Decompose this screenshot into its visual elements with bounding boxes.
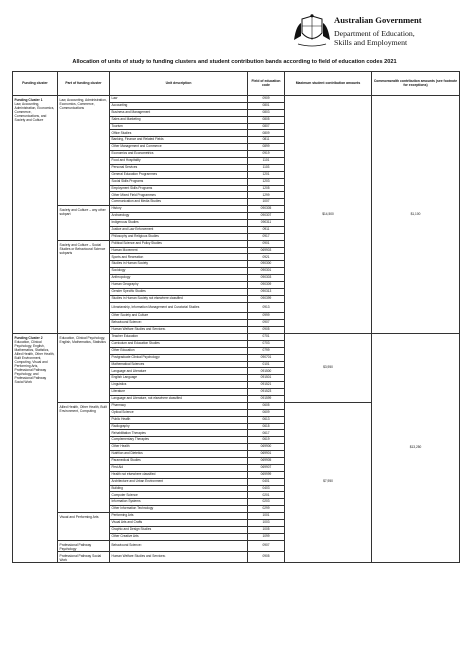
unit-description: Sports and Recreation xyxy=(110,254,248,261)
field-code: 0619 xyxy=(248,437,285,444)
commonwealth-contribution-amount: $1,100 xyxy=(372,96,460,334)
part-of-cluster-cell: Professional Pathway Social Work xyxy=(58,551,110,562)
unit-description: Pharmacy xyxy=(110,402,248,409)
unit-description: Teacher Education xyxy=(110,333,248,340)
funding-cluster-cell xyxy=(13,96,58,334)
field-code: 1099 xyxy=(248,533,285,540)
page-header xyxy=(292,14,462,54)
part-of-cluster-cell: Law, Accounting, Administration, Economics, Commerce, Communications xyxy=(58,96,110,206)
table-header-row xyxy=(13,72,460,96)
field-code: 1001 xyxy=(248,513,285,520)
unit-description: Language and Literature xyxy=(110,368,248,375)
field-code: 0801 xyxy=(248,102,285,109)
field-code: 0905 xyxy=(248,327,285,334)
field-code: 069907 xyxy=(248,464,285,471)
field-code: 0921 xyxy=(248,254,285,261)
unit-description: Studies in Human Society not elsewhere classified xyxy=(110,295,248,302)
unit-description: Archaeology xyxy=(110,213,248,220)
col-header-max: Maximum student contribution amounts xyxy=(285,72,372,96)
field-code: 0615 xyxy=(248,423,285,430)
funding-cluster-description: Law, Accounting, Administration, Economics, Commerce, Communications, and Society and Culture xyxy=(14,102,55,122)
unit-description: Performing Arts xyxy=(110,513,248,520)
field-code: 0299 xyxy=(248,506,285,513)
unit-description: Postgraduate Clinical Psychology² xyxy=(110,354,248,361)
field-code: 1005 xyxy=(248,526,285,533)
unit-description: Paramedical Studies xyxy=(110,458,248,465)
unit-description: Nutrition and Dietetics xyxy=(110,451,248,458)
part-of-cluster-cell: Visual and Performing Arts xyxy=(58,513,110,541)
unit-description: English Language xyxy=(110,375,248,382)
field-code: 0403 xyxy=(248,485,285,492)
field-code: 090399 xyxy=(248,295,285,302)
unit-description: Personal Services xyxy=(110,164,248,171)
field-code: 1201 xyxy=(248,171,285,178)
field-code: 1003 xyxy=(248,520,285,527)
field-code: 0899 xyxy=(248,144,285,151)
field-code: 091501 xyxy=(248,375,285,382)
col-header-part: Part of funding cluster xyxy=(58,72,110,96)
field-code: 069903 xyxy=(248,247,285,254)
unit-description: Other Health xyxy=(110,444,248,451)
unit-description: Complementary Therapies xyxy=(110,437,248,444)
unit-description: Tourism xyxy=(110,123,248,130)
field-code: 091500 xyxy=(248,368,285,375)
col-header-unit: Unit description xyxy=(110,72,248,96)
field-code: 1101 xyxy=(248,158,285,165)
field-code: 090313 xyxy=(248,288,285,295)
unit-description: Other Mixed Field Programmes xyxy=(110,192,248,199)
funding-cluster-name: Funding Cluster 1 xyxy=(14,98,43,102)
unit-description: Employment Skills Programs xyxy=(110,185,248,192)
unit-description: Language and Literature, not elsewhere classified xyxy=(110,396,248,403)
field-code: 0805 xyxy=(248,116,285,123)
field-code: 069999 xyxy=(248,471,285,478)
field-code: 0605 xyxy=(248,402,285,409)
unit-description: First Aid xyxy=(110,464,248,471)
field-code: 1007 xyxy=(248,199,285,206)
field-code: 0617 xyxy=(248,430,285,437)
unit-description: Political Science and Policy Studies xyxy=(110,240,248,247)
unit-description: Human Movement xyxy=(110,247,248,254)
unit-description: Building xyxy=(110,485,248,492)
field-code: 0809 xyxy=(248,130,285,137)
field-code: 0907 xyxy=(248,540,285,551)
unit-description: Economics and Econometrics xyxy=(110,151,248,158)
unit-description: Other Education xyxy=(110,347,248,354)
field-code: 0201 xyxy=(248,492,285,499)
unit-description: Graphic and Design Studies xyxy=(110,526,248,533)
page-title: Allocation of units of study to funding clusters and student contribution bands according to field of education codes 2021 xyxy=(72,59,397,65)
unit-description: Office Studies xyxy=(110,130,248,137)
unit-description: Information Systems xyxy=(110,499,248,506)
field-code: 090305 xyxy=(248,206,285,213)
unit-description: Human Welfare Studies and Services¹ xyxy=(110,327,248,334)
field-code: 0911 xyxy=(248,226,285,233)
field-code: 0613 xyxy=(248,416,285,423)
funding-cluster-table xyxy=(12,71,460,563)
max-contribution-amount: $3,950 xyxy=(285,333,372,402)
unit-description: Business and Management xyxy=(110,109,248,116)
unit-description: Anthropology xyxy=(110,275,248,282)
field-code: 0703 xyxy=(248,340,285,347)
government-name: Australian Government xyxy=(334,15,422,25)
field-code: 090701 xyxy=(248,354,285,361)
col-header-funding-cluster: Funding cluster xyxy=(13,72,58,96)
field-code: 069900 xyxy=(248,444,285,451)
part-of-cluster-cell: Society and Culture – any other subpart xyxy=(58,206,110,240)
field-code: 0803 xyxy=(248,109,285,116)
unit-description: Mathematical Sciences xyxy=(110,361,248,368)
field-code: 1203 xyxy=(248,178,285,185)
field-code: 090303 xyxy=(248,275,285,282)
unit-description: Studies in Human Society xyxy=(110,261,248,268)
field-code: 090301 xyxy=(248,268,285,275)
unit-description: Accounting xyxy=(110,102,248,109)
field-code: 0609 xyxy=(248,409,285,416)
unit-description: Optical Science xyxy=(110,409,248,416)
field-code: 091523 xyxy=(248,389,285,396)
unit-description: Gender Specific Studies xyxy=(110,288,248,295)
unit-description: Food and Hospitality xyxy=(110,158,248,165)
unit-description: History xyxy=(110,206,248,213)
unit-description: Linguistics xyxy=(110,382,248,389)
part-of-cluster-cell: Society and Culture – Social Studies or Behavioural Science subparts xyxy=(58,240,110,333)
field-code: 1205 xyxy=(248,185,285,192)
field-code: 0203 xyxy=(248,499,285,506)
unit-description: Radiography xyxy=(110,423,248,430)
unit-description: Literature xyxy=(110,389,248,396)
field-code: 091521 xyxy=(248,382,285,389)
unit-description: Philosophy and Religious Studies xyxy=(110,233,248,240)
unit-description: Banking, Finance and Related Fields xyxy=(110,137,248,144)
unit-description: Architecture and Urban Environment xyxy=(110,478,248,485)
field-code: 0913 xyxy=(248,302,285,313)
col-header-code: Field of education code xyxy=(248,72,285,96)
part-of-cluster-cell: Professional Pathway Psychology xyxy=(58,540,110,551)
max-contribution-amount: $7,950 xyxy=(285,402,372,562)
field-code: 0101 xyxy=(248,361,285,368)
funding-cluster-description: Education, Clinical Psychology, English, Mathematics, Statistics, Allied Health, Other Health, Built Environment, Computing, Visual and Performing Arts, Professional Pathway Psychology, and Professional Pathway Social Work xyxy=(14,339,55,384)
field-code: 069905 xyxy=(248,458,285,465)
unit-description: Human Welfare Studies and Services¹ xyxy=(110,551,248,562)
field-code: 0919 xyxy=(248,151,285,158)
unit-description: Rehabilitation Therapies xyxy=(110,430,248,437)
unit-description: Other Information Technology xyxy=(110,506,248,513)
unit-description: Communication and Media Studies xyxy=(110,199,248,206)
field-code: 1299 xyxy=(248,192,285,199)
unit-description: Computer Science xyxy=(110,492,248,499)
field-code: 0901 xyxy=(248,240,285,247)
field-code: 1103 xyxy=(248,164,285,171)
field-code: 0701 xyxy=(248,333,285,340)
unit-description: General Education Programmes xyxy=(110,171,248,178)
funding-cluster-name: Funding Cluster 2 xyxy=(14,335,43,340)
field-code: 0401 xyxy=(248,478,285,485)
unit-description: Public Health xyxy=(110,416,248,423)
field-code: 0799 xyxy=(248,347,285,354)
coat-of-arms-icon xyxy=(292,14,332,48)
unit-description: Law xyxy=(110,96,248,103)
field-code: 0807 xyxy=(248,123,285,130)
unit-description: Sociology xyxy=(110,268,248,275)
unit-description: Human Geography xyxy=(110,282,248,289)
unit-description: Justice and Law Enforcement xyxy=(110,226,248,233)
commonwealth-contribution-amount: $13,250 xyxy=(372,333,460,562)
field-code: 0907 xyxy=(248,320,285,327)
unit-description: Other Management and Commerce xyxy=(110,144,248,151)
department-line-1: Department of Education, xyxy=(334,29,415,38)
unit-description: Librarianship, Information Management and Curatorial Studies xyxy=(110,302,248,313)
unit-description: Visual Arts and Crafts xyxy=(110,520,248,527)
field-code: 069901 xyxy=(248,451,285,458)
field-code: 0905 xyxy=(248,551,285,562)
field-code: 091599 xyxy=(248,396,285,403)
field-code: 0811 xyxy=(248,137,285,144)
field-code: 090307 xyxy=(248,213,285,220)
part-of-cluster-cell: Allied Health, Other Health, Built Environment, Computing xyxy=(58,402,110,512)
field-code: 090309 xyxy=(248,282,285,289)
max-contribution-amount: $14,500 xyxy=(285,96,372,334)
unit-description: Other Creative Arts xyxy=(110,533,248,540)
unit-description: Health not elsewhere classified xyxy=(110,471,248,478)
part-of-cluster-cell: Education, Clinical Psychology, English, Mathematics, Statistics xyxy=(58,333,110,402)
field-code: 0999 xyxy=(248,313,285,320)
funding-cluster-cell xyxy=(13,333,58,562)
department-line-2: Skills and Employment xyxy=(334,37,408,47)
unit-description: Behavioural Science¹ xyxy=(110,320,248,327)
field-code: 090300 xyxy=(248,261,285,268)
field-code: 0909 xyxy=(248,96,285,103)
unit-description: Curriculum and Education Studies xyxy=(110,340,248,347)
unit-description: Other Society and Culture xyxy=(110,313,248,320)
field-code: 090311 xyxy=(248,220,285,227)
unit-description: Sales and Marketing xyxy=(110,116,248,123)
field-code: 0917 xyxy=(248,233,285,240)
col-header-cw: Commonwealth contribution amounts (see footnote for exceptions) xyxy=(372,72,460,96)
unit-description: Indigenous Studies xyxy=(110,220,248,227)
unit-description: Behavioural Science¹ xyxy=(110,540,248,551)
unit-description: Social Skills Programs xyxy=(110,178,248,185)
table-row xyxy=(13,96,460,103)
table-row xyxy=(13,333,460,340)
